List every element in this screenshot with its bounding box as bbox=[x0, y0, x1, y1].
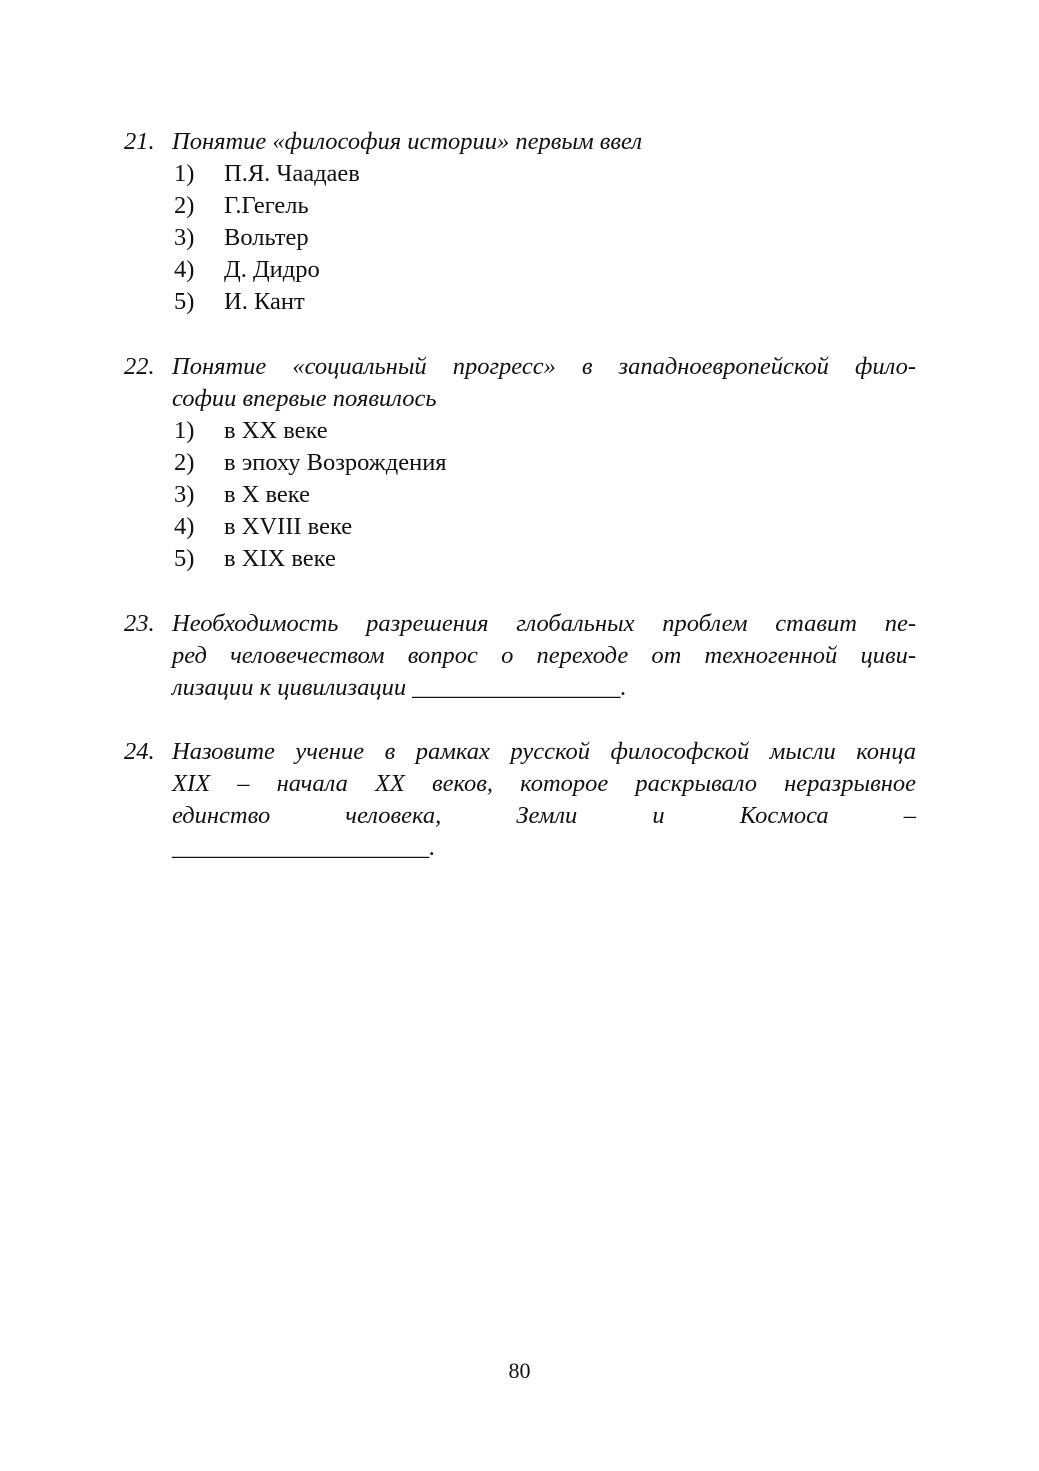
option-text: в XIX веке bbox=[224, 545, 336, 572]
answer-option bbox=[174, 479, 916, 511]
answer-option bbox=[174, 254, 916, 286]
answer-option bbox=[174, 190, 916, 222]
option-number: 2) bbox=[174, 192, 195, 219]
question-22 bbox=[124, 351, 916, 575]
question-number: 21. bbox=[124, 128, 155, 155]
answer-options bbox=[124, 158, 916, 318]
answer-options bbox=[124, 415, 916, 575]
option-text: в X веке bbox=[224, 481, 310, 508]
option-number: 1) bbox=[174, 160, 195, 187]
answer-option bbox=[174, 511, 916, 543]
question-text-line: единство человека, Земли и Космоса – bbox=[172, 802, 916, 829]
question-number: 22. bbox=[124, 353, 155, 380]
option-number: 4) bbox=[174, 256, 195, 283]
question-text-line: Назовите учение в рамках русской философской мысли конца bbox=[172, 738, 916, 765]
option-text: Г.Гегель bbox=[224, 192, 309, 219]
option-text: И. Кант bbox=[224, 288, 305, 315]
option-number: 4) bbox=[174, 513, 195, 540]
option-text: Д. Дидро bbox=[224, 256, 320, 283]
question-number: 24. bbox=[124, 738, 155, 765]
question-stem bbox=[124, 351, 916, 415]
answer-option bbox=[174, 286, 916, 318]
option-text: в XVIII веке bbox=[224, 513, 353, 540]
option-number: 5) bbox=[174, 288, 195, 315]
option-text: П.Я. Чаадаев bbox=[224, 160, 360, 187]
answer-option bbox=[174, 447, 916, 479]
option-number: 3) bbox=[174, 481, 195, 508]
answer-blank-line: _____________________. bbox=[172, 834, 436, 861]
option-text: в XX веке bbox=[224, 417, 328, 444]
question-text-line: Понятие «философия истории» первым ввел bbox=[172, 128, 642, 155]
option-number: 1) bbox=[174, 417, 195, 444]
question-24 bbox=[124, 736, 916, 864]
question-21 bbox=[124, 126, 916, 318]
question-stem bbox=[124, 736, 916, 864]
option-number: 2) bbox=[174, 449, 195, 476]
answer-option bbox=[174, 222, 916, 254]
question-text-line: XIX – начала XX веков, которое раскрывало неразрывное bbox=[172, 770, 916, 797]
question-text-line: Необходимость разрешения глобальных проблем ставит пе- bbox=[172, 610, 916, 637]
question-text-line: лизации к цивилизации _________________. bbox=[172, 674, 627, 701]
option-number: 3) bbox=[174, 224, 195, 251]
question-23 bbox=[124, 608, 916, 704]
option-text: Вольтер bbox=[224, 224, 309, 251]
answer-option bbox=[174, 158, 916, 190]
question-stem bbox=[124, 126, 916, 158]
option-number: 5) bbox=[174, 545, 195, 572]
question-text-line: Понятие «социальный прогресс» в западноевропейской фило- bbox=[172, 353, 916, 380]
option-text: в эпоху Возрождения bbox=[224, 449, 447, 476]
question-number: 23. bbox=[124, 610, 155, 637]
answer-option bbox=[174, 415, 916, 447]
question-text-line: софии впервые появилось bbox=[172, 385, 437, 412]
question-stem bbox=[124, 608, 916, 704]
answer-option bbox=[174, 543, 916, 575]
page-number: 80 bbox=[508, 1358, 531, 1383]
question-text-line: ред человечеством вопрос о переходе от техногенной циви- bbox=[172, 642, 916, 669]
